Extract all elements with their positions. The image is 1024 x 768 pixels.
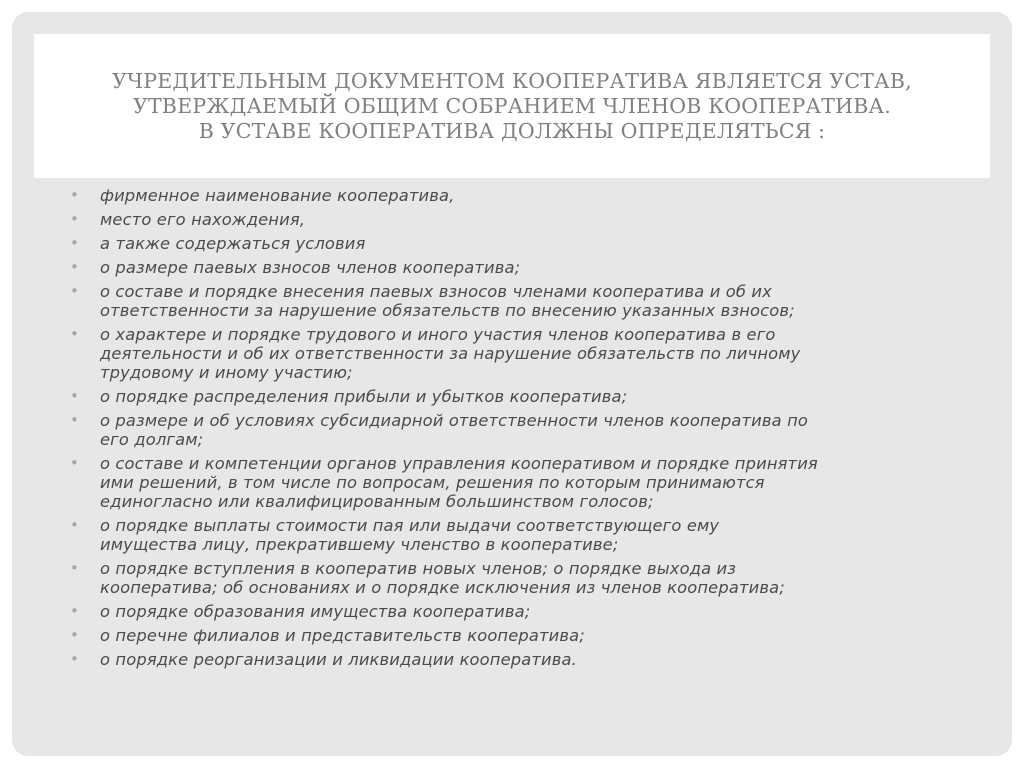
title-line: УТВЕРЖДАЕМЫЙ ОБЩИМ СОБРАНИЕМ ЧЛЕНОВ КООПЕРАТИВА. xyxy=(133,93,891,118)
list-item-line: имущества лицу, прекратившему членство в кооперативе; xyxy=(100,535,619,554)
bullet-icon: • xyxy=(70,325,79,343)
bullet-icon: • xyxy=(70,186,79,204)
bullet-icon: • xyxy=(70,602,79,620)
list-item-line: а также содержаться условия xyxy=(100,234,366,253)
list-item-line: фирменное наименование кооператива, xyxy=(100,186,455,205)
list-item xyxy=(70,559,970,597)
list-item xyxy=(70,650,970,669)
bullet-icon: • xyxy=(70,210,79,228)
list-item-line: о порядке вступления в кооператив новых членов; о порядке выхода из xyxy=(100,559,737,578)
list-item-line: трудовому и иному участию; xyxy=(100,363,353,382)
list-item-line: единогласно или квалифицированным большинством голосов; xyxy=(100,492,654,511)
list-item-line: о порядке реорганизации и ликвидации кооператива. xyxy=(100,650,577,669)
list-item-line: о перечне филиалов и представительств кооператива; xyxy=(100,626,585,645)
bullet-icon: • xyxy=(70,516,79,534)
list-item xyxy=(70,602,970,621)
list-item-line: кооператива; об основаниях и о порядке исключения из членов кооператива; xyxy=(100,578,785,597)
list-item xyxy=(70,454,970,511)
list-item-line: о составе и порядке внесения паевых взносов членами кооператива и об их xyxy=(100,282,772,301)
slide-title xyxy=(34,34,990,178)
list-item xyxy=(70,325,970,382)
list-item xyxy=(70,258,970,277)
list-item-line: место его нахождения, xyxy=(100,210,306,229)
list-item-line: о порядке образования имущества кооператива; xyxy=(100,602,531,621)
bullet-icon: • xyxy=(70,411,79,429)
list-item-line: ответственности за нарушение обязательств по внесению указанных взносов; xyxy=(100,301,795,320)
list-item-line: деятельности и об их ответственности за нарушение обязательств по личному xyxy=(100,344,801,363)
list-item xyxy=(70,186,970,205)
list-item-line: его долгам; xyxy=(100,430,204,449)
list-item xyxy=(70,210,970,229)
list-item xyxy=(70,282,970,320)
bullet-icon: • xyxy=(70,387,79,405)
slide-content xyxy=(70,186,970,674)
bullet-icon: • xyxy=(70,650,79,668)
title-line: УЧРЕДИТЕЛЬНЫМ ДОКУМЕНТОМ КООПЕРАТИВА ЯВЛЯЕТСЯ УСТАВ, xyxy=(112,68,912,93)
list-item xyxy=(70,516,970,554)
list-item xyxy=(70,387,970,406)
bullet-icon: • xyxy=(70,559,79,577)
title-line: В УСТАВЕ КООПЕРАТИВА ДОЛЖНЫ ОПРЕДЕЛЯТЬСЯ : xyxy=(198,118,826,143)
list-item-line: о составе и компетенции органов управления кооперативом и порядке принятия xyxy=(100,454,818,473)
bullet-icon: • xyxy=(70,626,79,644)
list-item xyxy=(70,626,970,645)
list-item-line: о размере и об условиях субсидиарной ответственности членов кооператива по xyxy=(100,411,808,430)
list-item-line: ими решений, в том числе по вопросам, решения по которым принимаются xyxy=(100,473,765,492)
bullet-icon: • xyxy=(70,282,79,300)
bullet-icon: • xyxy=(70,234,79,252)
list-item-line: о характере и порядке трудового и иного участия членов кооператива в его xyxy=(100,325,776,344)
bullet-icon: • xyxy=(70,258,79,276)
list-item xyxy=(70,234,970,253)
list-item-line: о порядке выплаты стоимости пая или выдачи соответствующего ему xyxy=(100,516,720,535)
list-item-line: о размере паевых взносов членов кооператива; xyxy=(100,258,521,277)
list-item xyxy=(70,411,970,449)
bullet-list xyxy=(70,186,970,669)
bullet-icon: • xyxy=(70,454,79,472)
list-item-line: о порядке распределения прибыли и убытков кооператива; xyxy=(100,387,628,406)
